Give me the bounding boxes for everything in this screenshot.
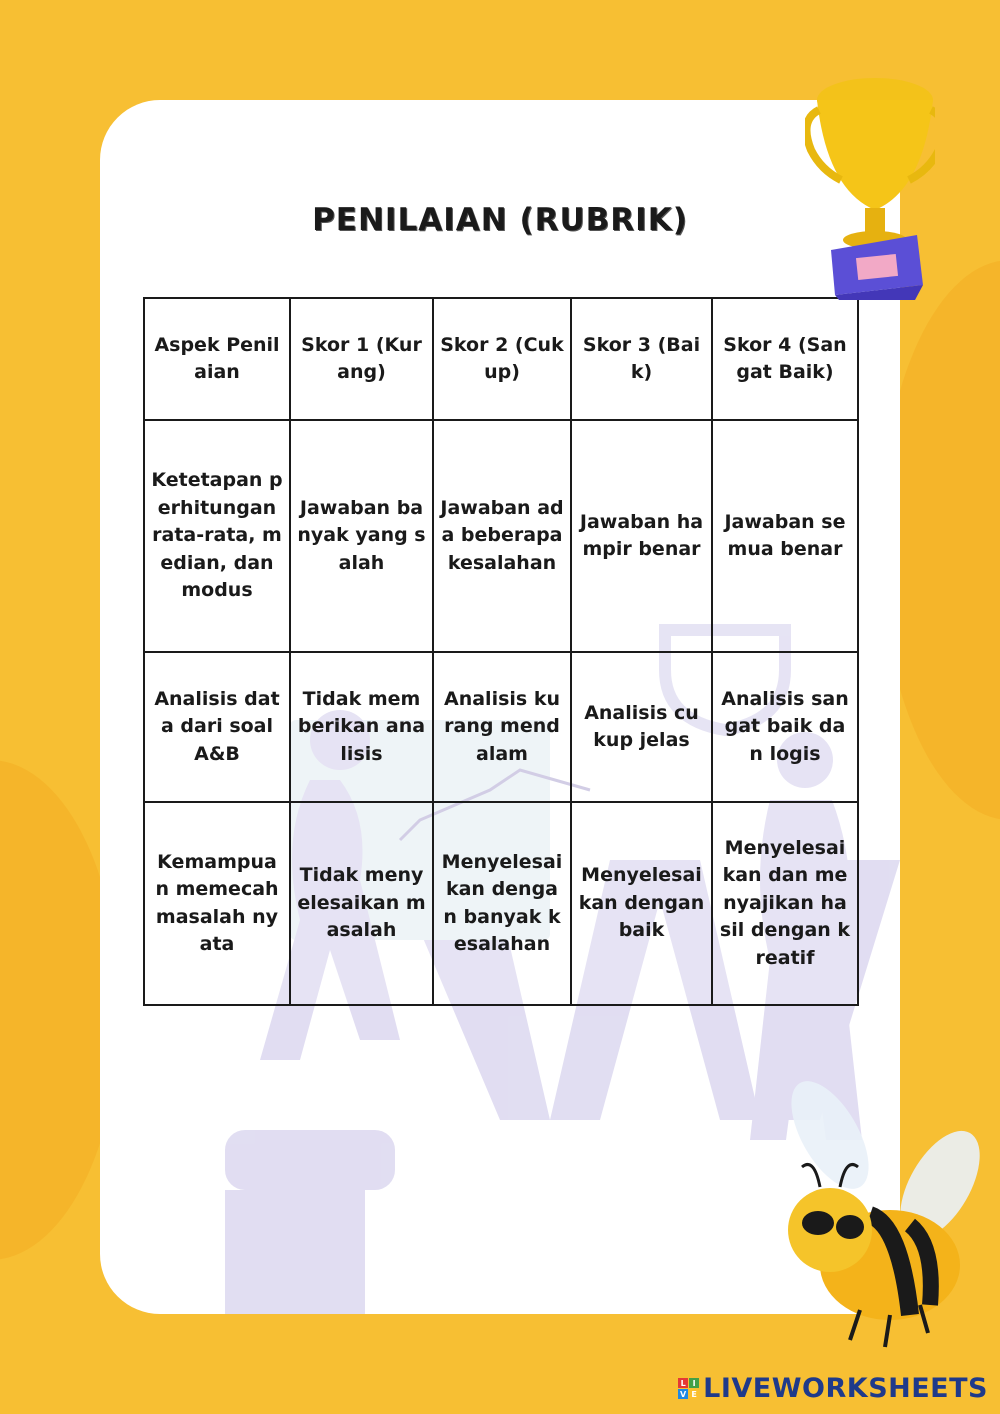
table-cell: Menyelesaikan dan menyajikan hasil dengan kreatif xyxy=(712,802,858,1005)
table-cell: Menyelesaikan dengan baik xyxy=(571,802,712,1005)
logo-letter: E xyxy=(689,1389,699,1399)
table-cell: Analisis cukup jelas xyxy=(571,652,712,802)
table-cell: Tidak menyelesaikan masalah xyxy=(290,802,433,1005)
watermark-text: LIVEWORKSHEETS xyxy=(703,1373,988,1404)
liveworksheets-logo xyxy=(678,1378,699,1399)
table-cell: Tidak memberikan analisis xyxy=(290,652,433,802)
table-cell: Jawaban semua benar xyxy=(712,420,858,652)
table-row xyxy=(144,652,858,802)
table-cell: Ketetapan perhitungan rata-rata, median, dan modus xyxy=(144,420,290,652)
table-cell: Analisis sangat baik dan logis xyxy=(712,652,858,802)
logo-letter: I xyxy=(689,1378,699,1388)
header-aspek: Aspek Penilaian xyxy=(144,298,290,420)
table-header-row xyxy=(144,298,858,420)
table-cell: Jawaban banyak yang salah xyxy=(290,420,433,652)
header-skor-1: Skor 1 (Kurang) xyxy=(290,298,433,420)
table-row xyxy=(144,802,858,1005)
header-skor-4: Skor 4 (Sangat Baik) xyxy=(712,298,858,420)
header-skor-3: Skor 3 (Baik) xyxy=(571,298,712,420)
bee-icon xyxy=(770,1075,990,1355)
table-cell: Jawaban hampir benar xyxy=(571,420,712,652)
page-title: PENILAIAN (RUBRIK) xyxy=(312,202,688,238)
rubric-table xyxy=(143,297,859,1006)
table-cell: Jawaban ada beberapa kesalahan xyxy=(433,420,571,652)
table-cell: Analisis kurang mendalam xyxy=(433,652,571,802)
table-row xyxy=(144,420,858,652)
logo-letter: L xyxy=(678,1378,688,1388)
table-cell: Kemampuan memecah masalah nyata xyxy=(144,802,290,1005)
trophy-icon xyxy=(805,60,935,300)
table-cell: Analisis data dari soal A&B xyxy=(144,652,290,802)
table-cell: Menyelesaikan dengan banyak kesalahan xyxy=(433,802,571,1005)
logo-letter: V xyxy=(680,1389,687,1399)
header-skor-2: Skor 2 (Cukup) xyxy=(433,298,571,420)
liveworksheets-watermark xyxy=(678,1373,988,1404)
